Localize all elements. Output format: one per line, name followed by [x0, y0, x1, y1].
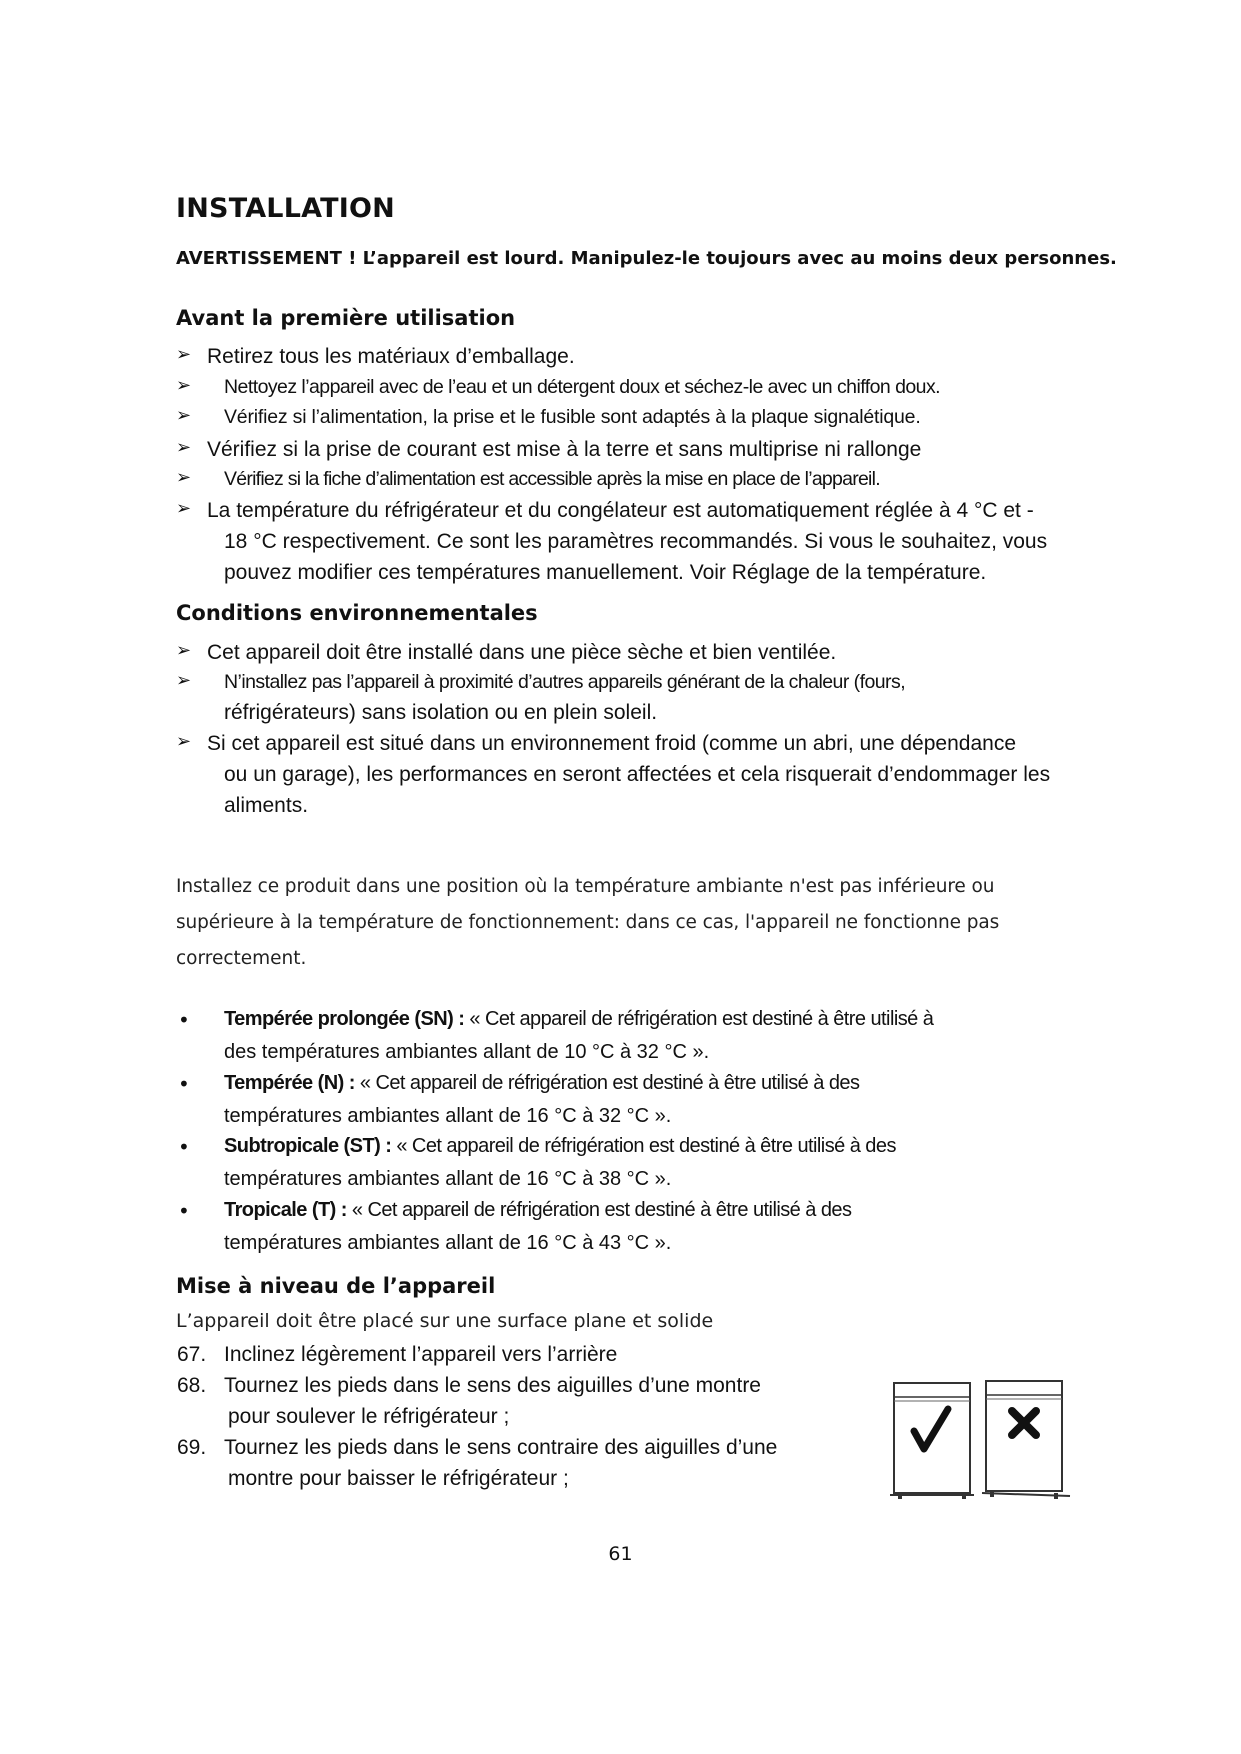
step-text: Tournez les pieds dans le sens des aiguilles d’une montre — [224, 1374, 761, 1397]
arrow-bullet-icon: ➢ — [176, 670, 192, 691]
climate-class-description: « Cet appareil de réfrigération est destiné à être utilisé à des — [391, 1135, 896, 1157]
climate-class-label: Tempérée prolongée (SN) : — [224, 1008, 465, 1030]
page-number: 61 — [608, 1543, 633, 1565]
list-item: Vérifiez si la fiche d’alimentation est accessible après la mise en place de l’appareil. — [224, 468, 880, 490]
warning-text: AVERTISSEMENT ! L’appareil est lourd. Manipulez-le toujours avec au moins deux personnes. — [176, 248, 1117, 269]
list-item: Si cet appareil est situé dans un environnement froid (comme un abri, une dépendance — [207, 732, 1016, 755]
climate-class-item — [224, 1135, 896, 1158]
list-item: N’installez pas l’appareil à proximité d’autres appareils générant de la chaleur (fours, — [224, 671, 906, 693]
climate-class-continuation: températures ambiantes allant de 16 °C à 32 °C ». — [224, 1105, 672, 1127]
leveling-intro: L’appareil doit être placé sur une surface plane et solide — [176, 1310, 714, 1332]
leveling-illustration — [890, 1375, 1080, 1505]
arrow-bullet-icon: ➢ — [176, 731, 192, 752]
list-item: Vérifiez si l’alimentation, la prise et le fusible sont adaptés à la plaque signalétique. — [224, 406, 921, 428]
step-text: Inclinez légèrement l’appareil vers l’arrière — [224, 1343, 618, 1366]
fridge-tilted-illustration — [982, 1381, 1070, 1499]
climate-class-label: Tropicale (T) : — [224, 1199, 347, 1221]
page-title: INSTALLATION — [176, 193, 395, 224]
climate-class-item — [224, 1008, 933, 1031]
list-item: Vérifiez si la prise de courant est mise à la terre et sans multiprise ni rallonge — [207, 438, 922, 461]
climate-class-continuation: températures ambiantes allant de 16 °C à 38 °C ». — [224, 1168, 672, 1190]
arrow-bullet-icon: ➢ — [176, 437, 192, 458]
list-item-continuation: 18 °C respectivement. Ce sont les paramètres recommandés. Si vous le souhaitez, vous — [224, 530, 1048, 553]
step-text-continuation: pour soulever le réfrigérateur ; — [228, 1405, 510, 1428]
climate-class-label: Subtropicale (ST) : — [224, 1135, 392, 1157]
climate-class-description: « Cet appareil de réfrigération est destiné à être utilisé à des — [346, 1199, 852, 1221]
list-item: Nettoyez l’appareil avec de l’eau et un détergent doux et séchez-le avec un chiffon doux. — [224, 376, 941, 398]
step-number: 67. — [177, 1343, 207, 1366]
section-heading-leveling: Mise à niveau de l’appareil — [176, 1274, 496, 1298]
list-item: Retirez tous les matériaux d’emballage. — [207, 345, 575, 368]
paragraph-line: correctement. — [176, 948, 307, 969]
climate-class-description: « Cet appareil de réfrigération est destiné à être utilisé à — [464, 1008, 934, 1030]
bullet-dot-icon: • — [178, 1008, 190, 1032]
climate-class-item — [224, 1199, 851, 1222]
paragraph-line: supérieure à la température de fonctionnement: dans ce cas, l'appareil ne fonctionne pas — [176, 912, 1000, 933]
climate-class-description: « Cet appareil de réfrigération est destiné à être utilisé à des — [354, 1072, 860, 1094]
climate-class-item — [224, 1072, 859, 1095]
climate-class-label: Tempérée (N) : — [224, 1072, 355, 1094]
bullet-dot-icon: • — [178, 1072, 190, 1096]
arrow-bullet-icon: ➢ — [176, 405, 192, 426]
step-number: 69. — [177, 1436, 207, 1459]
list-item-continuation: ou un garage), les performances en seront affectées et cela risquerait d’endommager les — [224, 763, 1051, 786]
section-heading-environment: Conditions environnementales — [176, 601, 538, 625]
arrow-bullet-icon: ➢ — [176, 375, 192, 396]
list-item-continuation: aliments. — [224, 794, 309, 817]
bullet-dot-icon: • — [178, 1199, 190, 1223]
cross-icon — [1012, 1411, 1036, 1435]
bullet-dot-icon: • — [178, 1135, 190, 1159]
list-item: La température du réfrigérateur et du congélateur est automatiquement réglée à 4 °C et - — [207, 499, 1034, 522]
arrow-bullet-icon: ➢ — [176, 467, 192, 488]
fridge-level-illustration — [890, 1383, 974, 1499]
step-text: Tournez les pieds dans le sens contraire des aiguilles d’une — [224, 1436, 778, 1459]
list-item-continuation: réfrigérateurs) sans isolation ou en plein soleil. — [224, 701, 658, 724]
arrow-bullet-icon: ➢ — [176, 640, 192, 661]
step-text-continuation: montre pour baisser le réfrigérateur ; — [228, 1467, 569, 1490]
arrow-bullet-icon: ➢ — [176, 344, 192, 365]
climate-class-continuation: des températures ambiantes allant de 10 °C à 32 °C ». — [224, 1041, 710, 1063]
arrow-bullet-icon: ➢ — [176, 498, 192, 519]
climate-class-continuation: températures ambiantes allant de 16 °C à 43 °C ». — [224, 1232, 672, 1254]
paragraph-line: Installez ce produit dans une position où la température ambiante n'est pas inférieure ou — [176, 876, 995, 897]
section-heading-before-use: Avant la première utilisation — [176, 306, 516, 330]
list-item-continuation: pouvez modifier ces températures manuellement. Voir Réglage de la température. — [224, 561, 987, 584]
check-icon — [914, 1409, 948, 1449]
list-item: Cet appareil doit être installé dans une pièce sèche et bien ventilée. — [207, 641, 837, 664]
step-number: 68. — [177, 1374, 207, 1397]
